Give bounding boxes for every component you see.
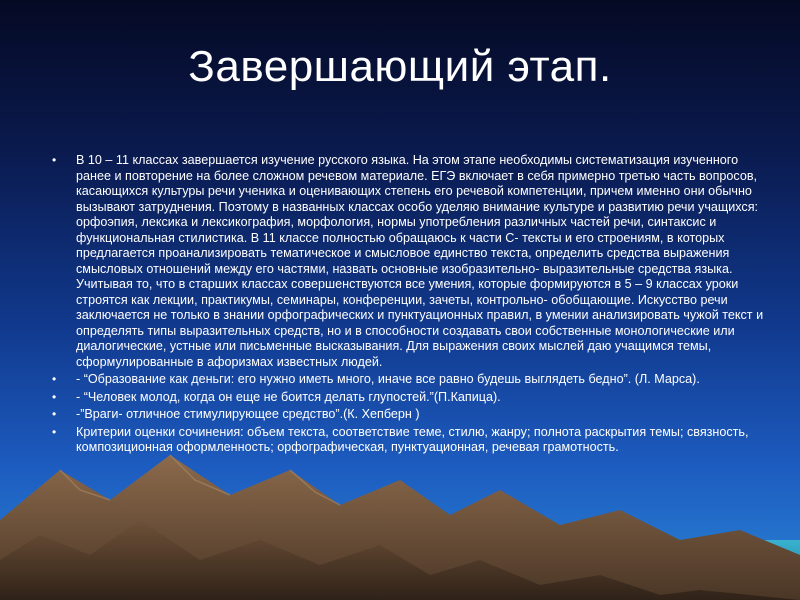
list-item — [52, 372, 770, 388]
slide-title: Завершающий этап. — [188, 42, 612, 91]
bullet-list — [52, 153, 770, 458]
bullet-icon: • — [52, 424, 57, 439]
list-item-text: - “Человек молод, когда он еще не боится делать глупостей.”(П.Капица). — [76, 389, 501, 404]
list-item — [52, 407, 770, 423]
list-item-text: Критерии оценки сочинения: объем текста, соответствие теме, стилю, жанру; полнота раскрытия темы; связность, композиционная оформленность; орфографическая, пунктуационная, речевая грамотность. — [76, 424, 749, 454]
list-item — [52, 390, 770, 406]
list-item-text: В 10 – 11 классах завершается изучение русского языка. На этом этапе необходимы систематизация изученного ранее и повторение на более сложном речевом материале. ЕГЭ включает в себя примерно третью часть вопросов, касающихся культуры речи ученика и оценивающих степень его речевой компетенции, причем именно они обычно вызывают затруднения. Поэтому в названных классах особо уделяю внимание культуре и развитию речи учащихся: орфоэпия, лексика и лексикография, морфология, нормы употребления различных частей речи, синтаксис и функциональная стилистика. В 11 классе полностью обращаюсь к части С- тексты и его строениям, в которых предлагается проанализировать тематическое и смысловое единство текста, определить средства выражения смысловых отношений между его частями, назвать основные изобразительно- выразительные средства языка. Учитывая то, что в старших классах совершенствуются все умения, которые формируются в 5 – 9 классах уроки строятся как лекции, практикумы, семинары, конференции, зачеты, контрольно- обобщающие. Искусство речи заключается не только в знании орфографических и пунктуационных правил, в умении анализировать чужой текст и определять типы выразительных средств, но и в способности создавать свои собственные монологические или диалогические, устные или письменные высказывания. Для выражения своих мыслей даю учащимся темы, сформулированные в афоризмах известных людей. — [76, 153, 764, 369]
list-item — [52, 425, 770, 456]
list-item-text: -”Враги- отличное стимулирующее средство”.(К. Хепберн ) — [76, 407, 420, 421]
list-item-text: - “Образование как деньги: его нужно иметь много, иначе все равно будешь выглядеть бедно”. (Л. Марса). — [76, 372, 700, 386]
list-item — [52, 153, 770, 370]
bullet-icon: • — [52, 407, 57, 421]
bullet-icon: • — [52, 372, 57, 386]
bullet-icon: • — [52, 389, 57, 404]
bullet-icon: • — [52, 153, 57, 167]
